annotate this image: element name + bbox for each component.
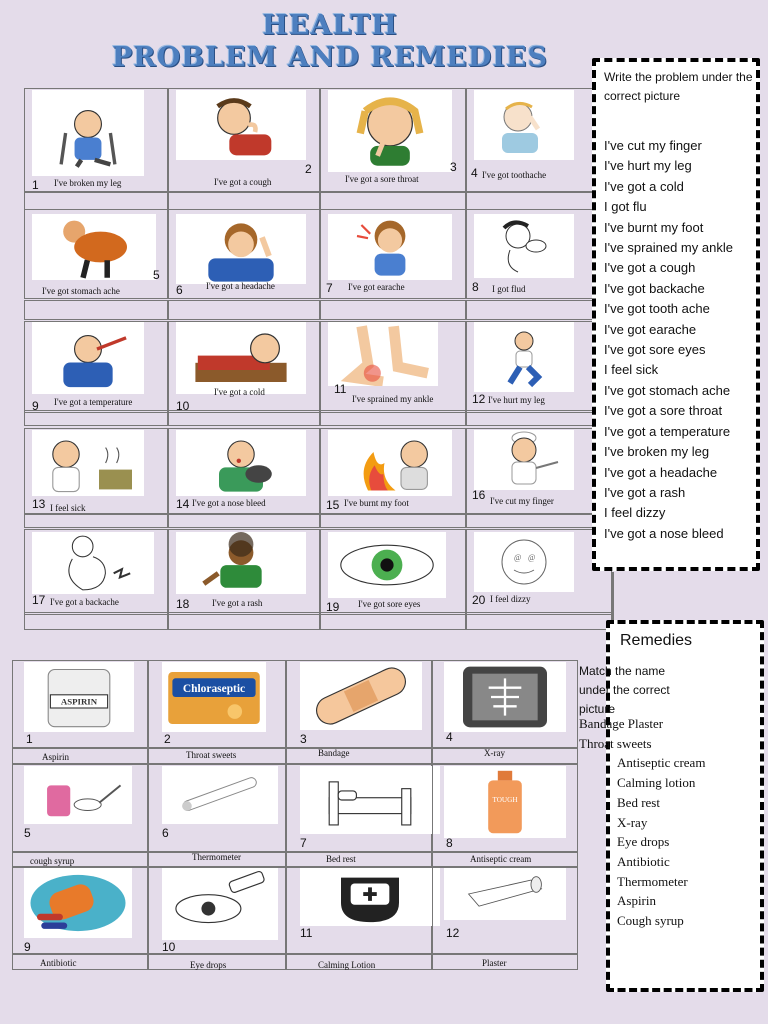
cough-syrup-icon [24, 766, 132, 824]
problem-number: 17 [32, 593, 46, 607]
problem-word: I've got sore eyes [604, 342, 706, 358]
remedy-caption: Antiseptic cream [470, 854, 532, 864]
problem-caption: I've got toothache [482, 170, 547, 180]
answer-blank[interactable] [168, 192, 320, 210]
problem-caption: I've got a rash [212, 598, 263, 608]
problem-number: 6 [176, 283, 183, 297]
problem-number: 10 [176, 399, 190, 413]
hurt-leg-icon [474, 322, 574, 392]
remedy-number: 10 [162, 940, 176, 954]
cream-tube-icon [444, 766, 566, 838]
problem-word: I've got a temperature [604, 423, 731, 439]
problem-word: I feel dizzy [604, 505, 666, 521]
answer-blank[interactable] [24, 192, 168, 210]
problem-word: I've sprained my ankle [604, 240, 733, 256]
problem-word: I've got a sore throat [604, 403, 723, 419]
eye-drops-icon [162, 868, 278, 940]
problem-word: I've got a rash [604, 484, 686, 500]
problem-number: 18 [176, 597, 190, 611]
earache-icon [328, 214, 452, 280]
problem-number: 20 [472, 593, 486, 607]
problem-number: 3 [450, 160, 457, 174]
remedy-word: Antiseptic cream [617, 755, 706, 771]
problem-caption: I've got a nose bleed [192, 498, 266, 508]
remedy-answer-blank[interactable] [286, 748, 432, 764]
problem-caption: I got flud [492, 284, 526, 294]
remedies-word-list [579, 714, 759, 931]
sprained-ankle-icon [328, 322, 438, 386]
problem-word: I've got a headache [604, 464, 718, 480]
answer-blank[interactable] [320, 514, 466, 528]
problem-number: 7 [326, 281, 333, 295]
problem-word: I've burnt my foot [604, 219, 704, 235]
remedy-word: Cough syrup [617, 913, 684, 929]
thermometer-mouth-icon [32, 322, 144, 394]
problem-word: I've broken my leg [604, 444, 710, 460]
remedy-caption: X-ray [484, 748, 505, 758]
problem-number: 11 [334, 382, 347, 396]
remedy-number: 11 [300, 926, 313, 940]
answer-blank[interactable] [168, 514, 320, 528]
problem-word: I feel sick [604, 362, 659, 378]
problem-word: I've got a cold [604, 178, 684, 194]
remedy-caption: Thermometer [192, 852, 241, 862]
problem-caption: I've sprained my ankle [352, 394, 434, 404]
problem-caption: I feel sick [50, 503, 86, 513]
problem-caption: I've got sore eyes [358, 599, 421, 609]
answer-blank[interactable] [24, 612, 168, 630]
remedy-number: 4 [446, 730, 453, 744]
answer-blank[interactable] [24, 300, 168, 320]
problem-number: 8 [472, 280, 479, 294]
remedy-word: Calming lotion [617, 775, 696, 791]
problem-number: 5 [153, 268, 160, 282]
problem-number: 4 [471, 166, 478, 180]
remedy-number: 3 [300, 732, 307, 746]
problem-number: 2 [305, 162, 312, 176]
remedy-number: 8 [446, 836, 453, 850]
plaster-roll-icon [444, 868, 566, 920]
remedy-caption: Antibiotic [40, 958, 77, 968]
remedy-number: 6 [162, 826, 169, 840]
toothache-icon [474, 90, 574, 160]
remedy-number: 9 [24, 940, 31, 954]
remedy-number: 1 [26, 732, 33, 746]
cold-bed-icon [176, 322, 306, 394]
dizzy-face-icon [474, 532, 574, 592]
remedy-caption: cough syrup [30, 856, 75, 866]
problem-word: I've got tooth ache [604, 301, 710, 317]
problem-word: I've got backache [604, 280, 705, 296]
problem-caption: I've got a temperature [54, 397, 133, 407]
problem-caption: I've hurt my leg [488, 395, 545, 405]
problem-number: 19 [326, 600, 340, 614]
crutches-icon [32, 90, 144, 176]
fire-icon [328, 430, 452, 496]
problem-word: I've cut my finger [604, 138, 702, 153]
stomach-ache-icon [32, 214, 156, 280]
answer-blank[interactable] [466, 612, 612, 630]
nose-bleed-icon [176, 430, 306, 496]
answer-blank[interactable] [168, 300, 320, 320]
remedy-word: X-ray [617, 814, 648, 830]
bandage-icon [300, 662, 422, 730]
problem-caption: I've got a cold [214, 387, 265, 397]
remedies-heading: Remedies [620, 632, 693, 649]
problem-caption: I've burnt my foot [344, 498, 409, 508]
answer-blank[interactable] [466, 300, 612, 320]
remedy-word: Antibiotic [617, 853, 670, 869]
headache-icon [176, 214, 306, 284]
remedy-word: Aspirin [617, 893, 656, 909]
title-line-2: PROBLEM AND REMEDIES [112, 42, 548, 73]
remedy-caption: Eye drops [190, 960, 227, 970]
problem-number: 14 [176, 497, 190, 511]
eye-icon [328, 532, 446, 598]
problem-caption: I've got a backache [50, 597, 119, 607]
problems-word-list [604, 136, 759, 544]
remedy-caption: Aspirin [42, 752, 69, 762]
sick-icon [32, 430, 144, 496]
problem-caption: I've got a sore throat [345, 174, 419, 184]
remedy-word: Bandage Plaster [579, 716, 664, 731]
problem-word: I got flu [604, 199, 647, 215]
remedy-word: Thermometer [617, 873, 688, 889]
answer-blank[interactable] [466, 514, 612, 528]
problem-number: 16 [472, 488, 486, 502]
problem-caption: I feel dizzy [490, 594, 531, 604]
remedy-answer-blank[interactable] [12, 748, 148, 764]
problem-number: 12 [472, 392, 486, 406]
answer-blank[interactable] [466, 192, 612, 210]
svg-text:Chloraseptic: Chloraseptic [182, 682, 246, 695]
chef-cut-icon [474, 430, 574, 490]
backache-icon [32, 532, 154, 594]
problem-word: I've hurt my leg [604, 158, 692, 174]
throat-sweets-box-icon [162, 662, 266, 732]
lotion-icon [300, 868, 440, 926]
problem-number: 1 [32, 178, 39, 192]
problem-caption: I've got earache [348, 282, 405, 292]
remedy-word: Throat sweets [579, 735, 652, 751]
problem-word: I've got stomach ache [604, 382, 731, 398]
answer-blank[interactable] [320, 612, 466, 630]
answer-blank[interactable] [168, 410, 320, 426]
svg-text:@: @ [528, 553, 536, 562]
problem-caption: I've cut my finger [490, 496, 554, 506]
problem-caption: I've got a cough [214, 177, 272, 187]
problem-word: I've got earache [604, 321, 697, 337]
thermometer-icon [162, 766, 278, 824]
remedy-word: Eye drops [617, 834, 670, 850]
remedy-word: Bed rest [617, 794, 660, 810]
aspirin-bottle-icon [24, 662, 134, 732]
sore-throat-icon [328, 90, 452, 172]
pill-bottle-icon [24, 868, 132, 938]
remedy-number: 7 [300, 836, 307, 850]
xray-icon [444, 662, 566, 732]
svg-text:TOUGH: TOUGH [492, 796, 518, 804]
answer-blank[interactable] [466, 410, 612, 426]
title-line-1: HEALTH [262, 10, 398, 41]
remedy-caption: Plaster [482, 958, 507, 968]
remedy-caption: Bandage [318, 748, 350, 758]
remedy-number: 5 [24, 826, 31, 840]
problem-word: I've got a nose bleed [604, 525, 724, 541]
problems-word-box [592, 58, 760, 571]
svg-text:ASPIRIN: ASPIRIN [60, 696, 98, 707]
answer-blank[interactable] [24, 410, 168, 426]
cough-icon [176, 90, 306, 160]
remedy-caption: Calming Lotion [318, 960, 376, 970]
answer-blank[interactable] [24, 514, 168, 528]
remedy-answer-blank[interactable] [432, 748, 578, 764]
svg-text:@: @ [514, 553, 522, 562]
problems-instruction: Write the problem under the correct picture [604, 70, 753, 103]
remedy-caption: Throat sweets [186, 750, 237, 760]
problem-word: I've got a cough [604, 260, 696, 276]
problem-number: 13 [32, 497, 46, 511]
answer-blank[interactable] [168, 612, 320, 630]
problem-caption: I've got a headache [206, 281, 275, 291]
problem-number: 9 [32, 399, 39, 413]
bed-icon [300, 766, 440, 834]
remedy-caption: Bed rest [326, 854, 356, 864]
answer-blank[interactable] [320, 410, 466, 426]
problem-caption: I've got stomach ache [42, 286, 120, 296]
remedy-number: 12 [446, 926, 460, 940]
remedy-number: 2 [164, 732, 171, 746]
rash-icon [176, 532, 306, 594]
remedies-instruction: Match the name under the correct picture [579, 664, 670, 716]
answer-blank[interactable] [320, 300, 466, 320]
flu-icon [474, 214, 574, 278]
problem-number: 15 [326, 498, 340, 512]
answer-blank[interactable] [320, 192, 466, 210]
problem-caption: I've broken my leg [54, 178, 122, 188]
remedy-answer-blank[interactable] [12, 954, 148, 970]
